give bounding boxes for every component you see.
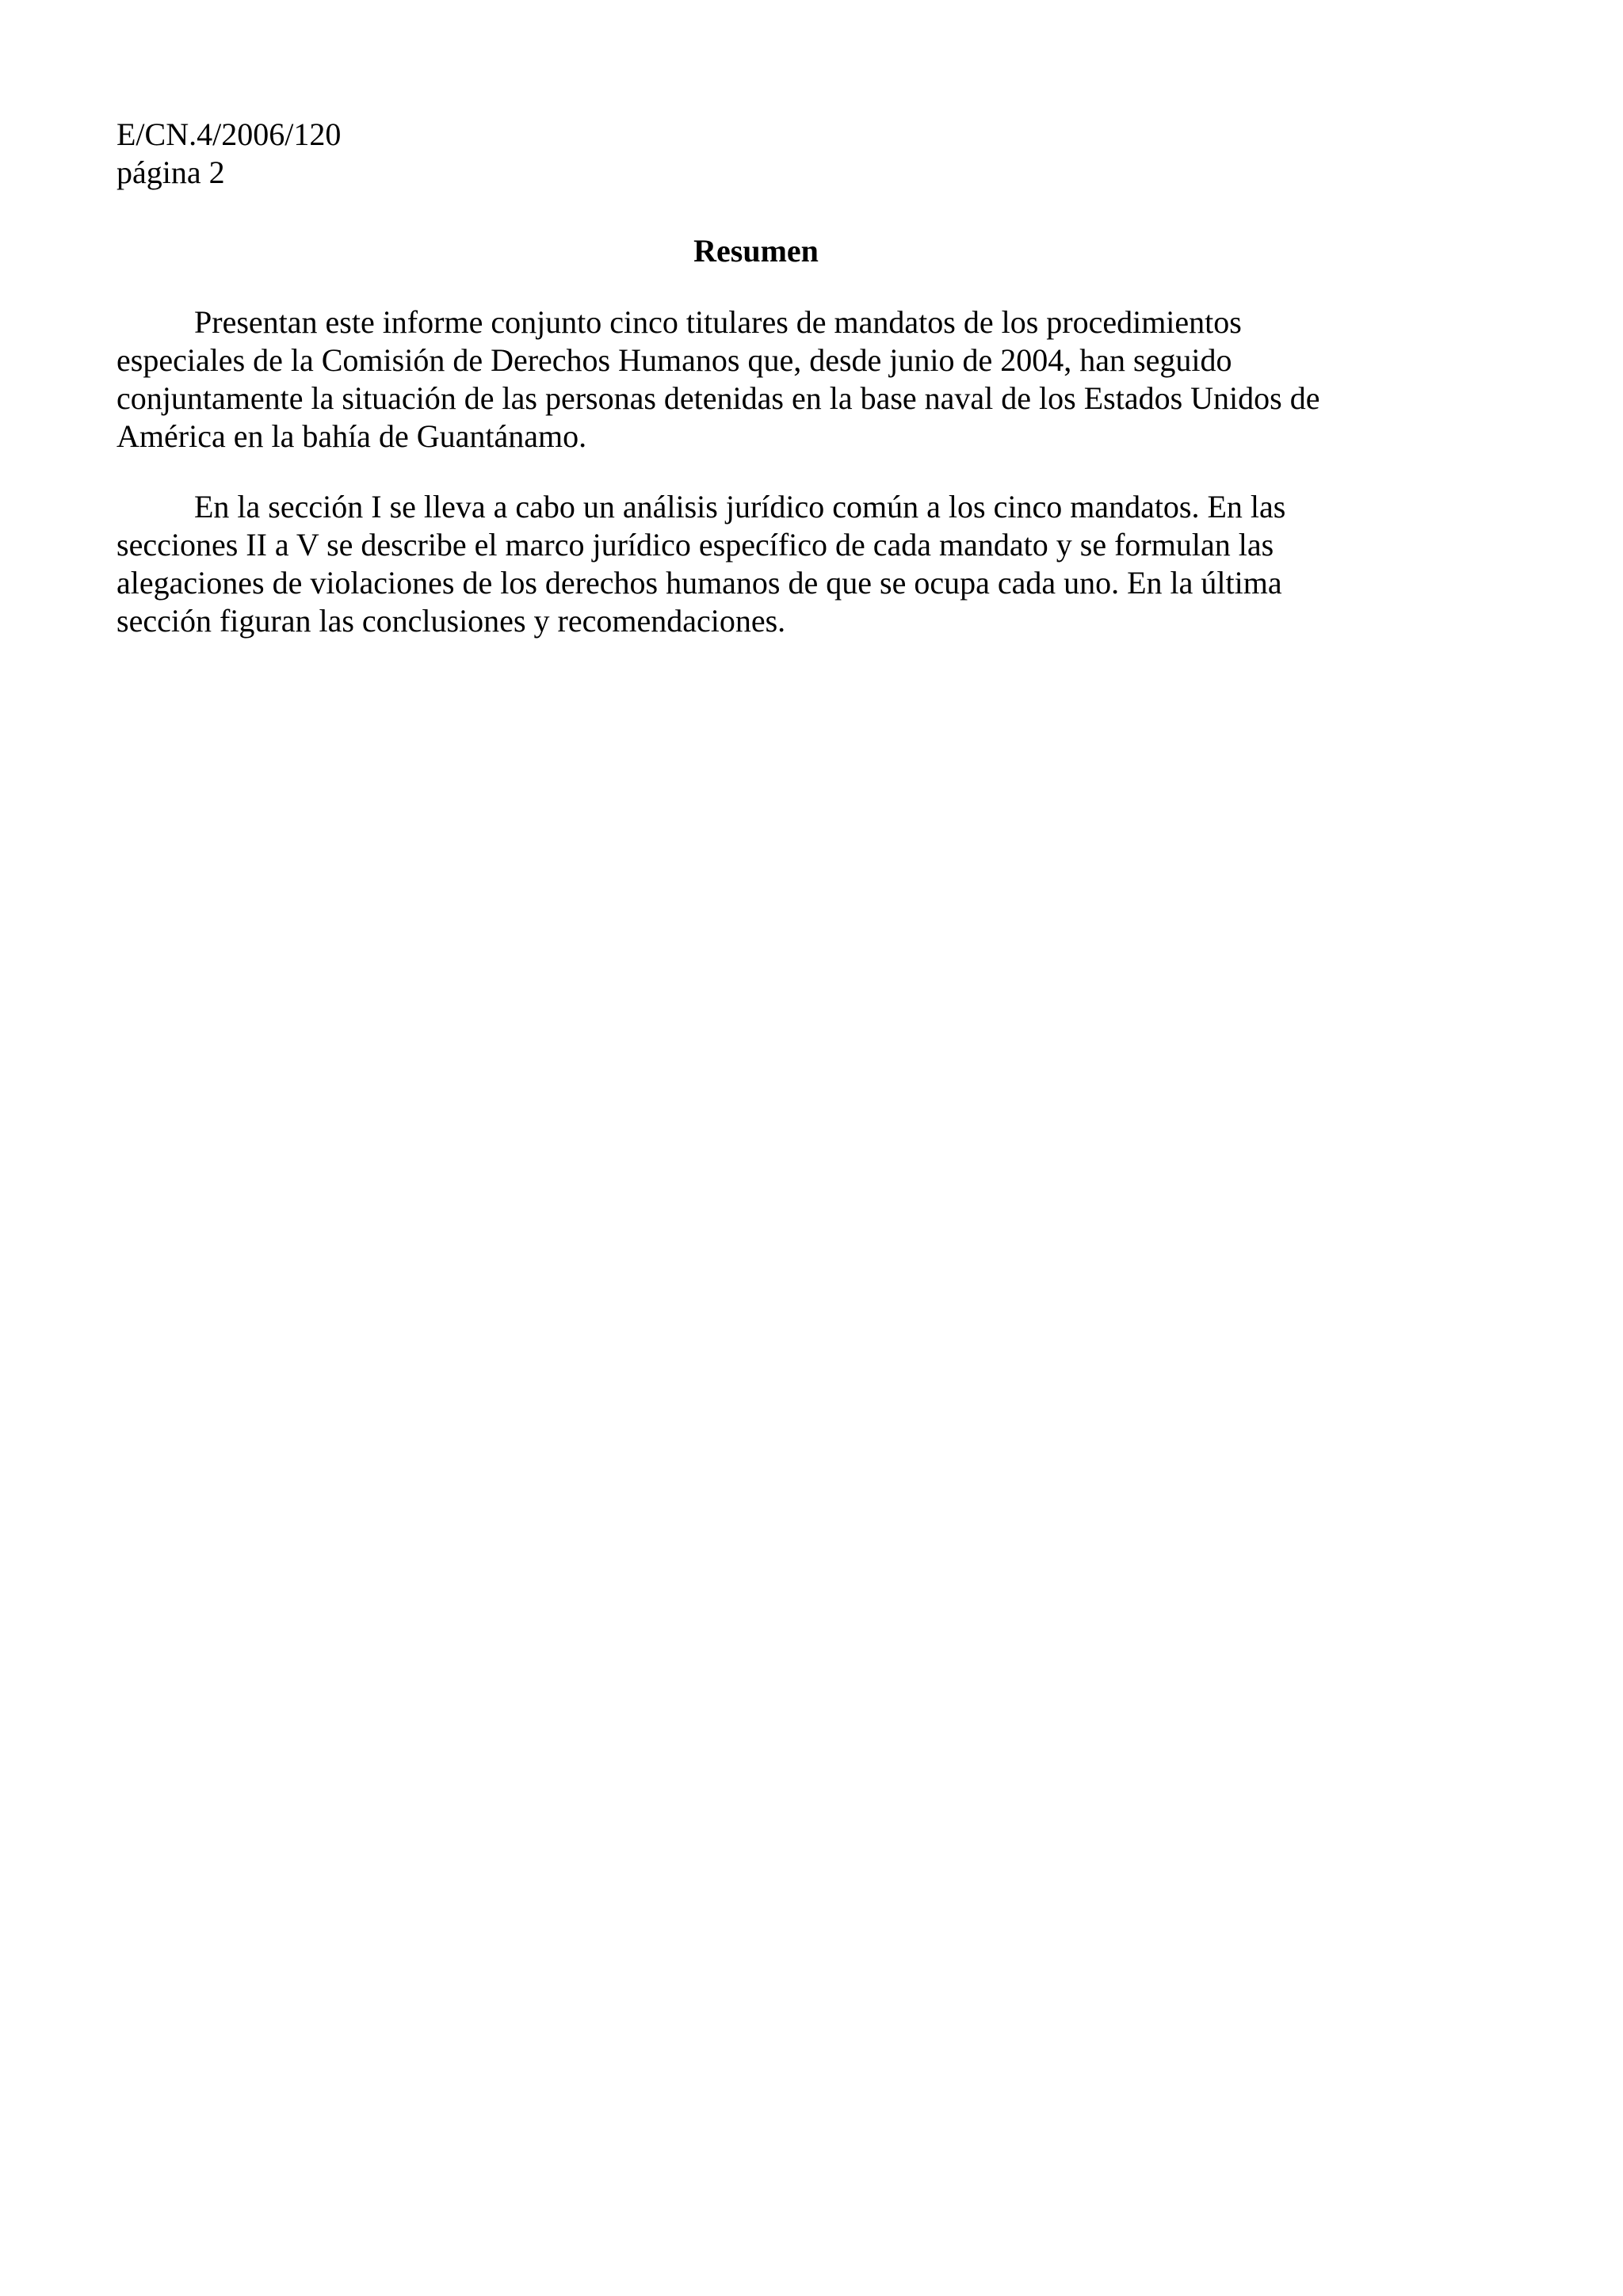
document-header <box>116 116 341 192</box>
paragraph-line: conjuntamente la situación de las personas detenidas en la base naval de los Estados Unidos de <box>116 380 1320 416</box>
paragraph-line: alegaciones de violaciones de los derechos humanos de que se ocupa cada uno. En la última <box>116 565 1282 601</box>
section-title: Resumen <box>693 233 819 269</box>
paragraph-line: secciones II a V se describe el marco jurídico específico de cada mandato y se formulan las <box>116 527 1274 563</box>
paragraph-line: América en la bahía de Guantánamo. <box>116 418 587 454</box>
page-number: página 2 <box>116 154 225 190</box>
paragraph-line: especiales de la Comisión de Derechos Humanos que, desde junio de 2004, han seguido <box>116 342 1232 378</box>
paragraph-1 <box>116 303 1377 456</box>
document-symbol: E/CN.4/2006/120 <box>116 116 342 152</box>
paragraph-line: En la sección I se lleva a cabo un análisis jurídico común a los cinco mandatos. En las <box>194 489 1286 524</box>
paragraph-line: sección figuran las conclusiones y recomendaciones. <box>116 603 786 639</box>
paragraph-2 <box>116 488 1377 640</box>
paragraph-line: Presentan este informe conjunto cinco titulares de mandatos de los procedimientos <box>194 304 1242 340</box>
